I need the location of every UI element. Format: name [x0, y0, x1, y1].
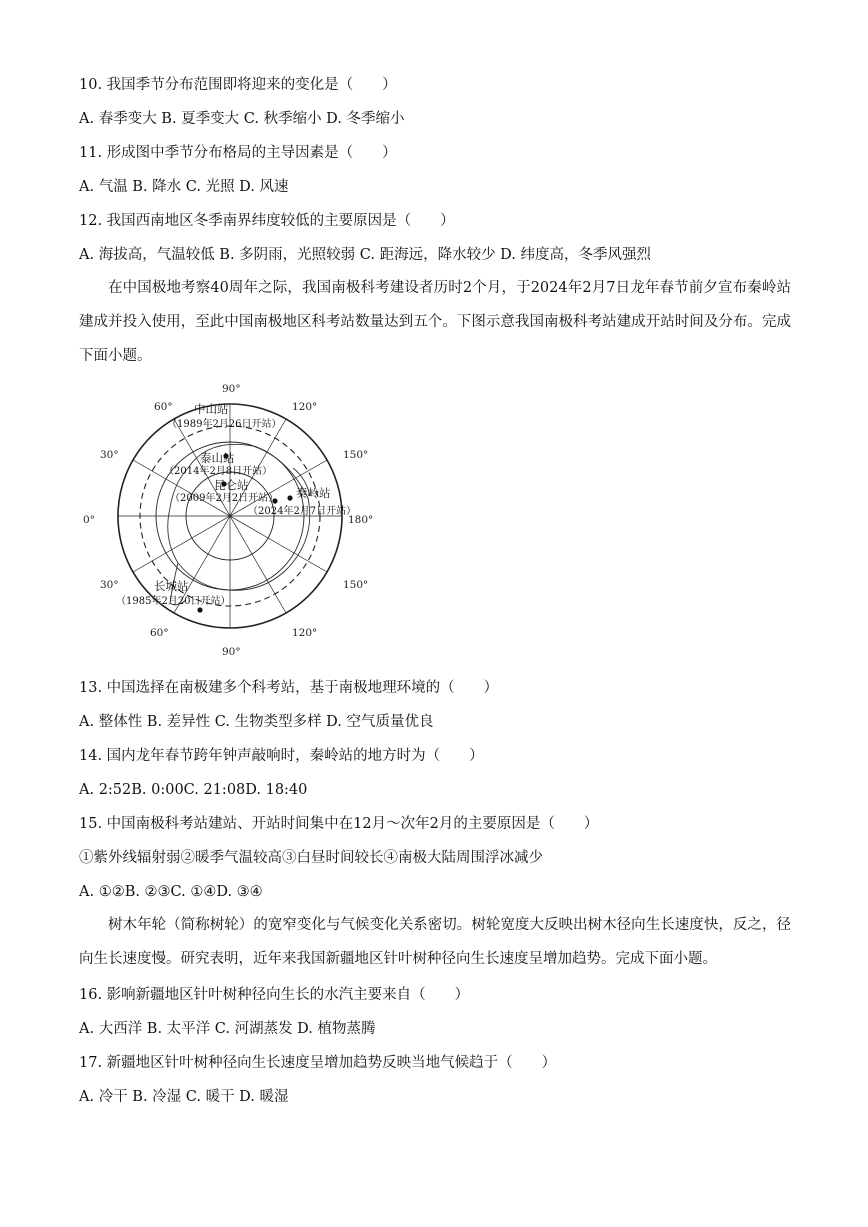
taishan-station-name: 泰山站 [200, 451, 235, 465]
lon-label-upper-left: 30° [100, 449, 119, 461]
lon-label-bottom: 90° [222, 646, 241, 658]
qinling-station-marker [287, 495, 292, 500]
qinling-station-date: （2024年2月7日开站） [248, 506, 357, 517]
lon-label-right: 180° [348, 514, 374, 526]
question-17: 17. 新疆地区针叶树种径向生长速度呈增加趋势反映当地气候趋于（ ） [79, 1055, 557, 1071]
lon-label-top: 90° [222, 383, 241, 395]
lon-label-lower-right: 150° [343, 579, 369, 591]
lon-label-left: 0° [83, 514, 95, 526]
taishan-station-date: （2014年2月8日开站） [164, 466, 273, 477]
qinling-station-name: 秦岭站 [296, 486, 331, 500]
question-15-items: ①紫外线辐射弱②暖季气温较高③白昼时间较长④南极大陆周围浮冰减少 [79, 850, 543, 866]
lon-label-upper-right: 150° [343, 449, 369, 461]
changcheng-station-name: 长城站 [154, 579, 189, 593]
lon-label-bottom-left: 60° [150, 627, 169, 639]
changcheng-station-marker [197, 607, 202, 612]
question-14-options: A. 2:52B. 0:00C. 21:08D. 18:40 [79, 782, 308, 798]
antarctic-station-map [78, 378, 378, 660]
lon-label-bottom-right: 120° [292, 627, 318, 639]
zhongshan-station-name: 中山站 [194, 402, 229, 416]
question-15: 15. 中国南极科考站建站、开站时间集中在12月～次年2月的主要原因是（ ） [79, 816, 599, 832]
kunlun-station-date: （2009年2月2日开站） [170, 493, 279, 504]
question-11: 11. 形成图中季节分布格局的主导因素是（ ） [79, 145, 397, 161]
zhongshan-station-date: （1989年2月26日开站） [167, 419, 282, 430]
question-17-options: A. 冷干 B. 冷湿 C. 暖干 D. 暖湿 [79, 1089, 289, 1105]
changcheng-station-date: （1985年2月20日开站） [116, 596, 231, 607]
question-16-options: A. 大西洋 B. 太平洋 C. 河湖蒸发 D. 植物蒸腾 [79, 1021, 376, 1037]
question-11-options: A. 气温 B. 降水 C. 光照 D. 风速 [79, 179, 289, 195]
passage-tree-rings: 树木年轮（简称树轮）的宽窄变化与气候变化关系密切。树轮宽度大反映出树木径向生长速度快，反之，径向生长速度慢。研究表明，近年来我国新疆地区针叶树种径向生长速度呈增加趋势。完成下面小题。 [79, 917, 791, 967]
lon-label-lower-left: 30° [100, 579, 119, 591]
question-16: 16. 影响新疆地区针叶树种径向生长的水汽主要来自（ ） [79, 987, 470, 1003]
lon-label-top-left: 60° [154, 401, 173, 413]
question-12: 12. 我国西南地区冬季南界纬度较低的主要原因是（ ） [79, 213, 455, 229]
question-13: 13. 中国选择在南极建多个科考站，基于南极地理环境的（ ） [79, 680, 499, 696]
question-14: 14. 国内龙年春节跨年钟声敲响时，秦岭站的地方时为（ ） [79, 748, 484, 764]
lon-label-top-right: 120° [292, 401, 318, 413]
question-12-options: A. 海拔高，气温较低 B. 多阴雨，光照较弱 C. 距海远，降水较少 D. 纬度高，冬季风强烈 [79, 247, 652, 263]
question-15-options: A. ①②B. ②③C. ①④D. ③④ [79, 884, 263, 900]
kunlun-station-name: 昆仑站 [214, 478, 249, 492]
question-10: 10. 我国季节分布范围即将迎来的变化是（ ） [79, 77, 397, 93]
question-10-options: A. 春季变大 B. 夏季变大 C. 秋季缩小 D. 冬季缩小 [79, 111, 405, 127]
question-13-options: A. 整体性 B. 差异性 C. 生物类型多样 D. 空气质量优良 [79, 714, 434, 730]
passage-antarctic: 在中国极地考察40周年之际，我国南极科考建设者历时2个月，于2024年2月7日龙年春节前夕宣布秦岭站建成并投入使用，至此中国南极地区科考站数量达到五个。下图示意我国南极科考站建成开站时间及分布。完成下面小题。 [79, 280, 791, 364]
